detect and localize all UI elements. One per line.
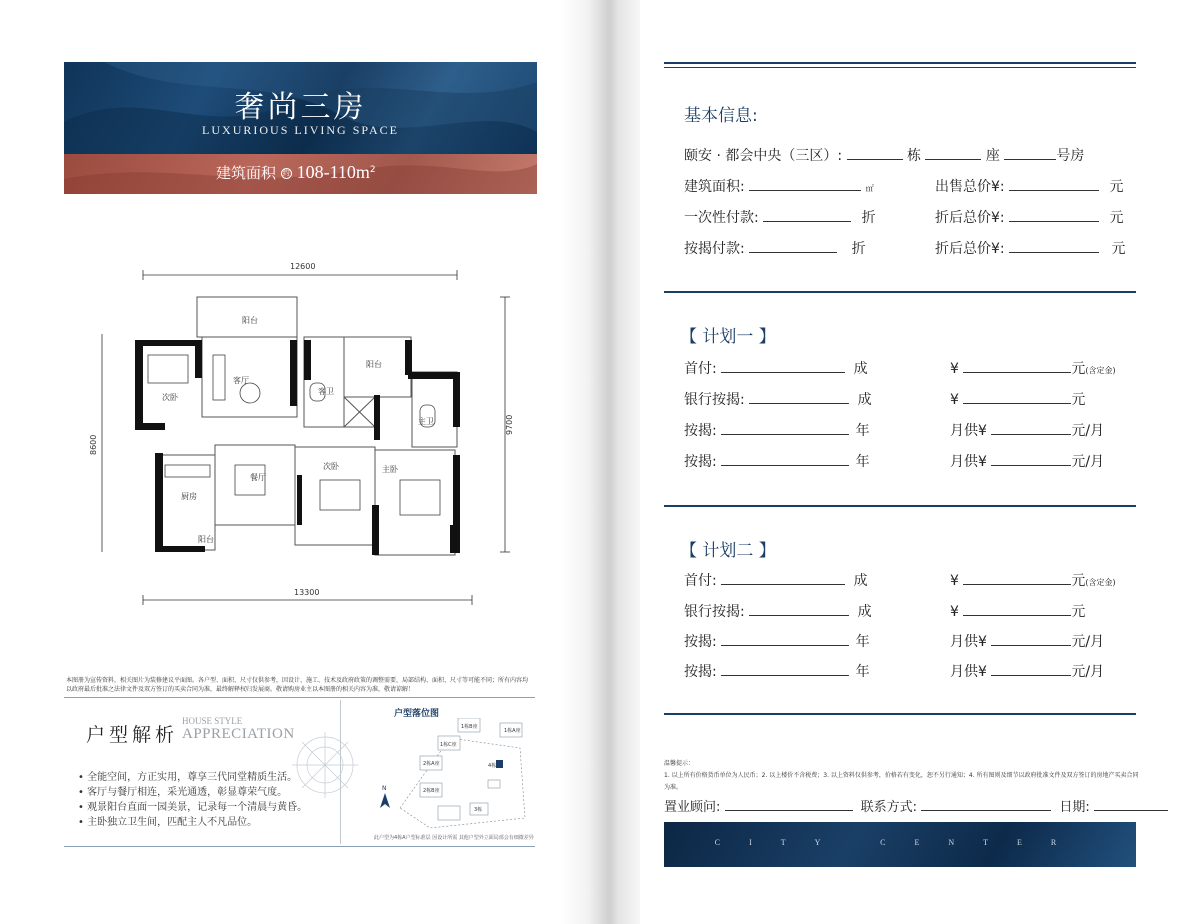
area-unit: ㎡: [865, 184, 874, 193]
building-label: 3栋: [474, 807, 483, 813]
location-title: 户型落位图: [394, 709, 440, 719]
basic-info-title: 基本信息:: [684, 106, 758, 126]
sale-price-label: 出售总价¥:: [935, 179, 1005, 195]
tips-title: 温馨提示：: [664, 760, 695, 767]
yuan-label: 元: [1109, 210, 1124, 226]
dim-right: 9700: [505, 414, 514, 435]
location-caption: 此户型为4栋A户型标准层 因设计所需 其他户型外立面局部会有细微差异: [374, 835, 534, 841]
area-label: [216, 162, 376, 183]
building-blank[interactable]: [847, 148, 903, 160]
hero-blue-band: [64, 62, 537, 154]
cheng-label: 成: [857, 392, 872, 408]
hero-subtitle: LUXURIOUS LIVING SPACE: [202, 123, 399, 137]
building-label: 1栋C座: [440, 742, 457, 748]
monthly-blank[interactable]: [991, 423, 1071, 435]
per-month-label: 元/月: [1071, 664, 1105, 680]
plan1-bank-amount-row: [950, 389, 1085, 409]
per-month-label: 元/月: [1071, 423, 1105, 439]
down-payment-label: 首付:: [684, 573, 717, 589]
sale-price-row: [935, 176, 1124, 196]
discount-label: 折: [851, 241, 866, 257]
cheng-label: 成: [853, 573, 868, 589]
date-blank[interactable]: [1094, 799, 1168, 811]
monthly-blank[interactable]: [991, 454, 1071, 466]
after-discount-blank[interactable]: [1009, 210, 1099, 222]
discount-label: 折: [861, 210, 876, 226]
area-label: 建筑面积:: [684, 179, 745, 195]
bullet-item: • 客厅与餐厅相连，采光通透，彰显尊荣气度。: [78, 787, 288, 798]
bullet-text: 主卧独立卫生间，匹配主人不凡品位。: [87, 817, 258, 828]
mortgage-pay-blank[interactable]: [749, 241, 837, 253]
one-time-blank[interactable]: [763, 210, 851, 222]
per-month-label: 元/月: [1071, 454, 1105, 470]
mortgage-label: 按揭:: [684, 454, 717, 470]
dim-left: 8600: [89, 434, 98, 455]
plan2-down-row: [684, 570, 868, 590]
room-balcony-right: 阳台: [366, 360, 382, 369]
building-label: 1栋B座: [461, 724, 478, 730]
deposit-note: (含定金): [1085, 578, 1116, 587]
one-time-label: 一次性付款:: [684, 210, 759, 226]
contact-label: 联系方式:: [860, 800, 918, 815]
plan1-down-amount-row: [950, 358, 1116, 378]
yuan-label: 元: [1071, 392, 1086, 408]
bullet-item: • 主卧独立卫生间，匹配主人不凡品位。: [78, 817, 258, 828]
down-payment-blank[interactable]: [721, 361, 845, 373]
banner-text: CITY CENTER: [714, 838, 1086, 847]
yuan-label: 元: [1109, 179, 1124, 195]
area-title: 建筑面积: [216, 164, 277, 182]
room-balcony-top: 阳台: [242, 316, 258, 325]
mortgage-years-blank[interactable]: [721, 423, 849, 435]
after-discount-blank[interactable]: [1009, 241, 1099, 253]
yen-label: ¥: [950, 361, 959, 377]
project-row: [684, 145, 1084, 165]
year-label: 年: [855, 664, 870, 680]
highlight-unit-marker: [496, 760, 503, 768]
monthly-label: 月供¥: [950, 634, 987, 650]
top-rule-thin: [664, 67, 1136, 68]
mortgage-years-blank[interactable]: [721, 454, 849, 466]
bank-amount-blank[interactable]: [963, 604, 1071, 616]
floor-plan: [80, 255, 540, 615]
mortgage-pay-label: 按揭付款:: [684, 241, 745, 257]
cheng-label: 成: [853, 361, 868, 377]
plan1-mortgage-row-1: [684, 420, 870, 440]
down-payment-blank[interactable]: [721, 573, 845, 585]
plan2-title: 【 计划二 】: [680, 541, 776, 561]
tips-text: 1. 以上所有价格货币单位为人民币；2. 以上楼价不含税费；3. 以上资料仅供参考，价格若有变化，恕不另行通知；4. 所有图则及细节以政府批准文件及双方签订的房地产买卖合同为准。: [664, 772, 1139, 791]
year-label: 年: [855, 454, 870, 470]
per-month-label: 元/月: [1071, 634, 1105, 650]
tips-block: [664, 758, 1144, 794]
bullet-item: • 全能空间，方正实用，尊享三代同堂精质生活。: [78, 772, 298, 783]
section-rule-1: [664, 291, 1136, 293]
building-label: 4栋: [488, 763, 497, 769]
yuan-label: 元: [1071, 361, 1086, 377]
plan1-bank-row: [684, 389, 872, 409]
bank-loan-blank[interactable]: [749, 392, 849, 404]
footer-fields: [664, 796, 1168, 815]
bank-loan-blank[interactable]: [749, 604, 849, 616]
plan2-bank-amount-row: [950, 601, 1085, 621]
dim-bottom: 13300: [294, 588, 320, 597]
plan1-down-row: [684, 358, 868, 378]
hero-banner: [64, 62, 537, 194]
yen-label: ¥: [950, 392, 959, 408]
mortgage-label: 按揭:: [684, 423, 717, 439]
monthly-blank[interactable]: [991, 634, 1071, 646]
down-payment-label: 首付:: [684, 361, 717, 377]
plan1-monthly-row-1: [950, 420, 1104, 440]
city-center-banner: [664, 822, 1136, 867]
down-amount-blank[interactable]: [963, 361, 1071, 373]
appreciation-title: 户型解析: [86, 724, 179, 746]
yuan-label: 元: [1071, 604, 1086, 620]
room-blank[interactable]: [1004, 148, 1056, 160]
appreciation-bullets: [78, 770, 307, 830]
plan1-mortgage-row-2: [684, 451, 870, 471]
room-living: 客厅: [233, 376, 249, 385]
date-label: 日期:: [1059, 800, 1090, 815]
cheng-label: 成: [857, 604, 872, 620]
yuan-label: 元: [1071, 573, 1086, 589]
location-map: [370, 718, 530, 833]
section-rule-2: [664, 505, 1136, 507]
building-label: 栋: [906, 148, 921, 164]
plan1-monthly-row-2: [950, 451, 1104, 471]
plan2-mortgage-row-2: [684, 661, 870, 681]
monthly-blank[interactable]: [991, 664, 1071, 676]
room-label: 号房: [1056, 148, 1085, 164]
plan2-down-amount-row: [950, 570, 1116, 590]
deposit-note: (含定金): [1085, 366, 1116, 375]
consultant-blank[interactable]: [725, 799, 853, 811]
yuan-label: 元: [1111, 241, 1126, 257]
year-label: 年: [855, 634, 870, 650]
yen-label: ¥: [950, 573, 959, 589]
bullet-text: 客厅与餐厅相连，采光通透，彰显尊荣气度。: [87, 787, 288, 798]
room-second-bed-mid: 次卧: [323, 462, 339, 471]
monthly-label: 月供¥: [950, 664, 987, 680]
page-fold: [560, 0, 640, 924]
top-rule: [664, 62, 1136, 64]
block-label: 座: [985, 148, 1000, 164]
room-balcony-bottom: 阳台: [198, 535, 214, 544]
room-master-bath: 主卫: [418, 417, 434, 426]
bank-loan-label: 银行按揭:: [684, 604, 745, 620]
after-discount-label: 折后总价¥:: [935, 210, 1005, 226]
sale-price-blank[interactable]: [1009, 179, 1099, 191]
hero-title: 奢尚三房: [234, 90, 367, 125]
approx-icon: [281, 168, 292, 179]
project-label: 颐安 · 都会中央（三区）:: [684, 148, 843, 164]
room-second-bed-left: 次卧: [162, 393, 178, 402]
appreciation-en-large: APPRECIATION: [182, 726, 295, 742]
north-label: N: [382, 785, 387, 792]
consultant-label: 置业顾问:: [664, 800, 721, 815]
appreciation-divider: [340, 700, 341, 844]
section-rule-3: [664, 713, 1136, 715]
plan2-mortgage-row-1: [684, 631, 870, 651]
area-row: [684, 176, 874, 196]
mortgage-label: 按揭:: [684, 634, 717, 650]
room-kitchen: 厨房: [181, 492, 197, 501]
bank-amount-blank[interactable]: [963, 392, 1071, 404]
monthly-label: 月供¥: [950, 423, 987, 439]
bullet-text: 全能空间，方正实用，尊享三代同堂精质生活。: [87, 772, 298, 783]
building-label: 1栋A座: [504, 728, 521, 734]
bullet-text: 观景阳台直面一园美景，记录每一个清晨与黄昏。: [87, 802, 308, 813]
after-discount-label: 折后总价¥:: [935, 241, 1005, 257]
area-blank[interactable]: [749, 179, 861, 191]
mortgage-years-blank[interactable]: [721, 664, 849, 676]
monthly-label: 月供¥: [950, 454, 987, 470]
mortgage-label: 按揭:: [684, 664, 717, 680]
room-dining: 餐厅: [250, 473, 266, 482]
after-discount-row-2: [935, 238, 1126, 258]
one-time-row: [684, 207, 876, 227]
plan2-bank-row: [684, 601, 872, 621]
mortgage-pay-row: [684, 238, 866, 258]
after-discount-row: [935, 207, 1124, 227]
year-label: 年: [855, 423, 870, 439]
down-amount-blank[interactable]: [963, 573, 1071, 585]
yen-label: ¥: [950, 604, 959, 620]
area-value: 108-110m: [296, 162, 370, 182]
dim-top: 12600: [290, 262, 316, 271]
plan2-monthly-row-1: [950, 631, 1104, 651]
bank-loan-label: 银行按揭:: [684, 392, 745, 408]
mortgage-years-blank[interactable]: [721, 634, 849, 646]
contact-blank[interactable]: [921, 799, 1051, 811]
disclaimer-text: 本图册为宣传资料，相关图片为装修建议平面图。各户型、面积、尺寸仅供参考，因设计、施工、技术及政府政策的调整需要，局部结构、面积、尺寸等可能不同；所有内容均以政府最后批准之法律文件及双方签订的买卖合同为准，最终解释权归发展商。敬请购房业主以本图册的相关内容为准，敬请谅解！: [66, 677, 529, 693]
room-master-bed: 主卧: [382, 465, 398, 474]
building-label: 2栋B座: [423, 788, 440, 794]
appreciation-en-small: HOUSE STYLE: [182, 716, 243, 726]
block-blank[interactable]: [925, 148, 981, 160]
plan1-title: 【 计划一 】: [680, 327, 776, 347]
area-sup: 2: [369, 165, 376, 175]
room-guest-bath: 客卫: [318, 387, 334, 396]
bullet-item: • 观景阳台直面一园美景，记录每一个清晨与黄昏。: [78, 802, 308, 813]
north-arrow-icon: [380, 785, 390, 808]
approx-icon-text: 约: [282, 169, 290, 177]
plan2-monthly-row-2: [950, 661, 1104, 681]
building-label: 2栋A座: [423, 761, 440, 767]
